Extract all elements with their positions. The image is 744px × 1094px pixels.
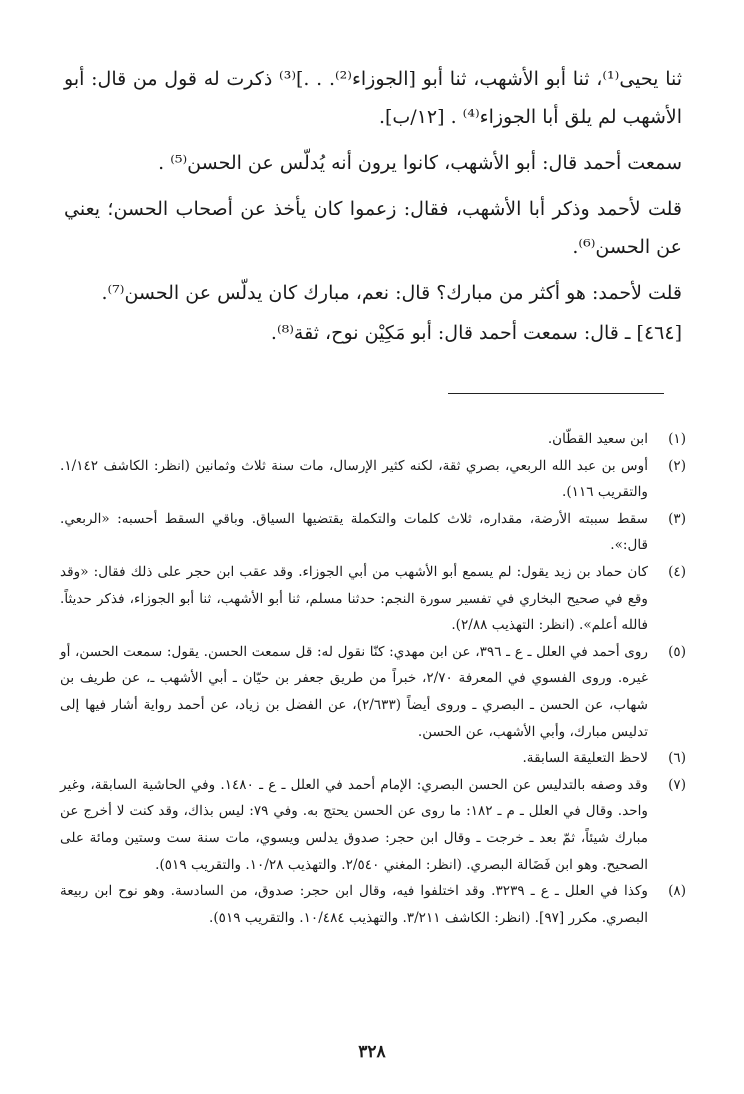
footnote — [60, 426, 692, 453]
footnote-text: كان حماد بن زيد يقول: لم يسمع أبو الأشهب من أبي الجوزاء. وقد عقب ابن حجر على ذلك فقال: «وقد وقع في صحيح البخاري في تفسير سورة النجم: حدثنا مسلم، ثنا أبو الأشهب، ثنا أبو الجوزاء، فذكر حديثاً. فالله أعلم». (انظر: التهذيب ٢/٨٨). — [60, 563, 648, 634]
footnote-number: (٦) — [668, 750, 686, 767]
footnote-text: لاحظ التعليقة السابقة. — [522, 750, 648, 767]
footnote-number: (١) — [668, 431, 686, 447]
paragraph-4: قلت لأحمد: هو أكثر من مبارك؟ قال: نعم، مبارك كان يدلّس عن الحسن⁽⁷⁾. — [101, 282, 682, 304]
footnote-number: (٨) — [668, 883, 686, 900]
footnote-text: وكذا في العلل ـ ع ـ ٣٢٣٩. وقد اختلفوا فيه، وقال ابن حجر: صدوق، من السادسة. وهو نوح ابن ربيعة البصري. مكرر [٩٧]. (انظر: الكاشف ٣/٢١١. والتهذيب ١٠/٤٨٤. والتقريب ٥١٩). — [60, 883, 648, 926]
paragraph-5: [٤٦٤] ـ قال: سمعت أحمد قال: أبو مَكِيْن نوح، ثقة⁽⁸⁾. — [270, 322, 682, 344]
footnote-number: (٥) — [668, 643, 686, 660]
footnote — [60, 559, 692, 639]
paragraph-2: سمعت أحمد قال: أبو الأشهب، كانوا يرون أنه يُدلّس عن الحسن⁽⁵⁾ . — [158, 152, 682, 174]
footnote — [60, 639, 692, 745]
paragraph-3: قلت لأحمد وذكر أبا الأشهب، فقال: زعموا كان يأخذ عن أصحاب الحسن؛ يعني عن الحسن⁽⁶⁾. — [64, 198, 682, 258]
footnote-number: (٢) — [668, 457, 686, 474]
footnotes — [60, 426, 692, 931]
footnote-number: (٣) — [668, 510, 686, 527]
footnote — [60, 745, 692, 772]
page-number: ٣٢٨ — [358, 1042, 386, 1062]
footnote-number: (٤) — [668, 563, 686, 580]
footnote-text: روى أحمد في العلل ـ ع ـ ٣٩٦، عن ابن مهدي: كنّا نقول له: قل سمعت الحسن. يقول: سمعت الحسن، أو غيره. وروى الفسوي في المعرفة ٢/٧٠، خبراً من طريق جعفر بن حيّان ـ أبي الأشهب ـ، عن طريف بن شهاب، عن الحسن ـ البصري ـ وروى أيضاً (٢/٦٣٣)، عن الفضل بن زياد، عن أحمد رواية أشار فيها إلى تدليس مبارك، وأبي الأشهب، عن الحسن. — [60, 643, 648, 740]
footnote-text: وقد وصفه بالتدليس عن الحسن البصري: الإمام أحمد في العلل ـ ع ـ ١٤٨٠. وفي الحاشية السابقة، وغير واحد. وقال في العلل ـ م ـ ١٨٢: ما روى عن الحسن يحتج به. وفي ٧٩: ليس بذاك، وقد كنت لا أخرج عن مبارك شيئاً، ثمّ بعد ـ خرجت ـ وقال ابن حجر: صدوق يدلس ويسوي، مات سنة ست وستين ومائة على الصحيح. وهو ابن فَضَالة البصري. (انظر: المغني ٢/٥٤٠. والتهذيب ١٠/٢٨. والتقريب ٥١٩). — [60, 776, 648, 873]
footnote-number: (٧) — [668, 776, 686, 793]
footnote — [60, 506, 692, 559]
footnote-text: سقط سببته الأرضة، مقداره، ثلاث كلمات والتكملة يقتضيها السياق. وباقي السقط أحسبه: «الربعي. قال:». — [60, 510, 648, 554]
footnote-text: ابن سعيد القطّان. — [547, 431, 648, 447]
footnote — [60, 772, 692, 878]
footnote — [60, 453, 692, 506]
paragraph-1: ثنا يحيى⁽¹⁾، ثنا أبو الأشهب، ثنا أبو [الجوزاء⁽²⁾. . .]⁽³⁾ ذكرت له قول من قال: أبو الأشهب لم يلق أبا الجوزاء⁽⁴⁾ . [١٢/ب]. — [64, 68, 683, 128]
footnote-text: أوس بن عبد الله الربعي، بصري ثقة، لكنه كثير الإرسال، مات سنة ثلاث وثمانين (انظر: الكاشف ١/١٤٢. والتقريب ١١٦). — [60, 457, 648, 501]
main-text — [64, 60, 682, 360]
footnote — [60, 878, 692, 931]
footnote-divider — [448, 393, 664, 394]
